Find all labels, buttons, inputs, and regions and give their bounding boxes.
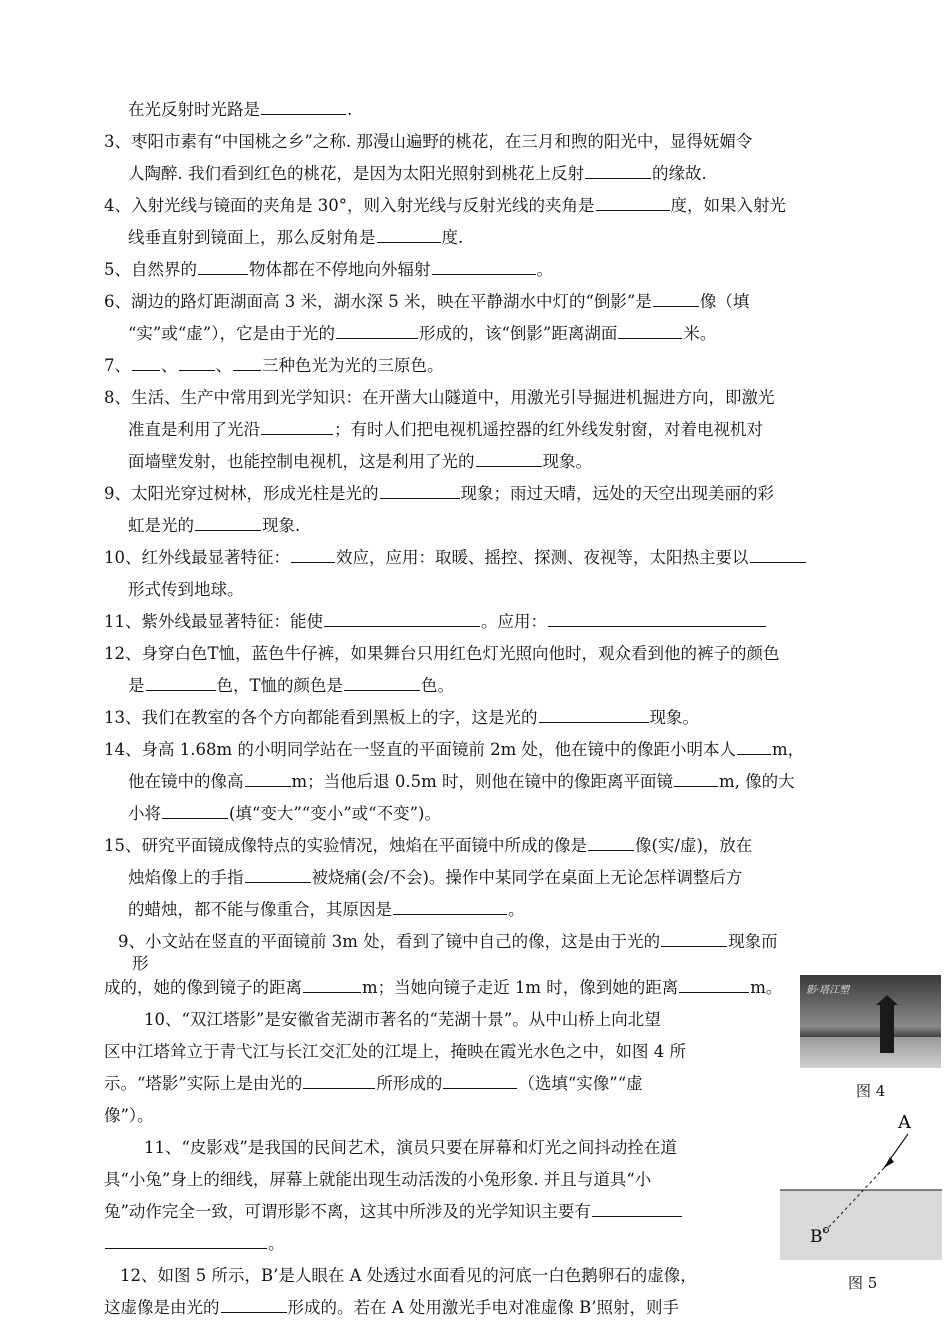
line-text: 现象；雨过天晴，远处的天空出现美丽的彩 xyxy=(460,484,774,503)
answer-blank xyxy=(291,546,335,563)
line-text: m, 像的大 xyxy=(719,772,795,791)
text-line xyxy=(104,386,775,410)
text-line xyxy=(128,226,463,250)
line-text: “实”或“虚”），它是由于光的 xyxy=(128,324,335,343)
text-line xyxy=(104,130,752,154)
line-text: 形成的，该“倒影”距离湖面 xyxy=(419,324,618,343)
line-text: (填“变大”“变小”或“不变”)。 xyxy=(229,804,441,823)
line-text: 在光反射时光路是 xyxy=(128,100,260,119)
text-line xyxy=(128,578,244,602)
line-text: 7、 xyxy=(104,356,131,375)
line-text: 他在镜中的像高 xyxy=(128,772,244,791)
answer-blank xyxy=(233,354,261,371)
line-text: 色，T恤的颜色是 xyxy=(216,676,344,695)
photo-water xyxy=(800,1037,941,1068)
answer-blank xyxy=(221,1296,287,1313)
answer-blank xyxy=(162,802,228,819)
line-text: 现象。 xyxy=(649,708,699,727)
line-text: 三种色光为光的三原色。 xyxy=(262,356,444,375)
text-line xyxy=(128,98,352,122)
line-text: 线垂直射到镜面上，那么反射角是 xyxy=(128,228,376,247)
text-line xyxy=(104,642,780,666)
text-line xyxy=(104,976,782,1000)
answer-blank xyxy=(179,354,215,371)
text-line xyxy=(128,450,592,474)
line-text: 准直是利用了光沿 xyxy=(128,420,260,439)
answer-blank xyxy=(661,930,727,947)
water-region xyxy=(780,1190,942,1260)
answer-blank xyxy=(737,738,771,755)
text-line xyxy=(104,290,749,314)
answer-blank xyxy=(261,98,346,115)
text-line xyxy=(128,418,763,442)
answer-blank xyxy=(592,1200,682,1217)
text-line xyxy=(128,162,707,186)
line-text: 米。 xyxy=(683,324,717,343)
line-text: 9、太阳光穿过树林，形成光柱是光的 xyxy=(104,484,379,503)
line-text: 成的，她的像到镜子的距离 xyxy=(104,978,302,997)
line-text: 所形成的 xyxy=(376,1074,443,1093)
line-text: 示。“塔影”实际上是由光的 xyxy=(104,1074,303,1093)
text-line xyxy=(104,706,699,730)
answer-blank xyxy=(548,610,766,627)
answer-blank xyxy=(539,706,649,723)
answer-blank xyxy=(476,450,542,467)
text-line xyxy=(104,546,807,570)
line-text: （选填“实像”“虚 xyxy=(518,1074,643,1093)
line-text: 度，如果入射光 xyxy=(670,196,786,215)
figure-5-diagram xyxy=(780,1110,942,1260)
answer-blank xyxy=(618,322,682,339)
answer-blank xyxy=(750,546,806,563)
line-text: 12、身穿白色T恤，蓝色牛仔裤，如果舞台只用红色灯光照向他时，观众看到他的裤子的颜色 xyxy=(104,644,780,663)
line-text: 15、研究平面镜成像特点的实验情况，烛焰在平面镜中所成的像是 xyxy=(104,836,587,855)
line-text: 4、入射光线与镜面的夹角是 30°，则入射光线与反射光线的夹角是 xyxy=(104,196,595,215)
answer-blank xyxy=(679,976,749,993)
text-line xyxy=(104,1168,651,1192)
line-text: 、 xyxy=(215,356,232,375)
answer-blank xyxy=(324,610,480,627)
line-text: m， xyxy=(772,740,805,759)
line-text: 11、紫外线最显著特征：能使 xyxy=(104,612,323,631)
line-text: 像(实/虚)，放在 xyxy=(635,836,753,855)
line-text: 13、我们在教室的各个方向都能看到黑板上的字，这是光的 xyxy=(104,708,538,727)
line-text: m。 xyxy=(750,978,783,997)
figure-4-caption: 图 4 xyxy=(856,1082,886,1100)
line-text: m；当她向镜子走近 1m 时，像到她的距离 xyxy=(362,978,679,997)
answer-blank xyxy=(195,514,261,531)
answer-blank xyxy=(146,674,216,691)
answer-blank xyxy=(303,1072,375,1089)
line-text: 人陶醉. 我们看到红色的桃花，是因为太阳光照射到桃花上反射 xyxy=(128,164,584,183)
text-line xyxy=(128,770,795,794)
text-line xyxy=(104,1200,683,1224)
text-line xyxy=(104,610,767,634)
line-text: . xyxy=(347,100,353,119)
line-text: 物体都在不停地向外辐射 xyxy=(249,260,431,279)
line-text: 的蜡烛，都不能与像重合，其原因是 xyxy=(128,900,392,919)
answer-blank xyxy=(596,194,670,211)
line-text: 的缘故. xyxy=(652,164,707,183)
answer-blank xyxy=(443,1072,517,1089)
text-line xyxy=(120,1264,697,1288)
figure-5-caption: 图 5 xyxy=(848,1274,878,1292)
line-text: 现象而 xyxy=(728,932,778,951)
line-text: 12、如图 5 所示，B’是人眼在 A 处透过水面看见的河底一白色鹅卵石的虚像， xyxy=(120,1266,697,1285)
text-line xyxy=(104,194,786,218)
line-text: 现象. xyxy=(262,516,301,535)
line-text: 14、身高 1.68m 的小明同学站在一竖直的平面镜前 2m 处，他在镜中的像距小明本人 xyxy=(104,740,737,759)
answer-blank xyxy=(336,322,418,339)
line-text: 区中江塔耸立于青弋江与长江交汇处的江堤上，掩映在霞光水色之中，如图 4 所 xyxy=(104,1042,686,1061)
line-text: 兔”动作完全一致，可谓形影不离，这其中所涉及的光学知识主要有 xyxy=(104,1202,591,1221)
line-text: 是 xyxy=(128,676,145,695)
line-text: 具“小兔”身上的细线，屏幕上就能出现生动活泼的小兔形象. 并且与道具“小 xyxy=(104,1170,652,1189)
line-text: 效应，应用：取暖、摇控、探测、夜视等，太阳热主要以 xyxy=(336,548,749,567)
answer-blank xyxy=(432,258,536,275)
line-text: 面墙壁发射，也能控制电视机，这是利用了光的 xyxy=(128,452,475,471)
line-text: 形成的。若在 A 处用激光手电对准虚像 B’照射，则手 xyxy=(287,1298,680,1317)
line-text: 形 xyxy=(132,954,149,973)
line-text: 5、自然界的 xyxy=(104,260,197,279)
line-text: 、 xyxy=(161,356,178,375)
text-line xyxy=(128,866,742,890)
answer-blank xyxy=(377,226,441,243)
line-text: 。 xyxy=(508,900,525,919)
line-text: 3、枣阳市素有“中国桃之乡”之称. 那漫山遍野的桃花，在三月和煦的阳光中，显得妩媚令 xyxy=(104,132,753,151)
line-text: ；有时人们把电视机遥控器的红外线发射窗，对着电视机对 xyxy=(334,420,763,439)
label-b: B′ xyxy=(810,1227,827,1247)
text-line xyxy=(104,482,774,506)
line-text: 10、红外线最显著特征： xyxy=(104,548,290,567)
text-line xyxy=(144,1136,677,1160)
answer-blank xyxy=(380,482,460,499)
text-line xyxy=(128,802,441,826)
line-text: 。 xyxy=(268,1234,285,1253)
text-line xyxy=(104,1104,154,1128)
text-line xyxy=(128,322,716,346)
answer-blank xyxy=(393,898,507,915)
text-line xyxy=(132,952,149,976)
answer-blank xyxy=(245,866,311,883)
text-line xyxy=(104,738,804,762)
text-line xyxy=(144,1008,661,1032)
line-text: 被烧痛(会/不会)。操作中某同学在桌面上无论怎样调整后方 xyxy=(311,868,743,887)
text-line xyxy=(128,674,454,698)
pagoda-icon xyxy=(880,1005,894,1053)
text-line xyxy=(104,1232,285,1256)
line-text: 形式传到地球。 xyxy=(128,580,244,599)
text-line xyxy=(104,258,553,282)
answer-blank xyxy=(198,258,248,275)
line-text: 11、“皮影戏”是我国的民间艺术，演员只要在屏幕和灯光之间抖动拴在道 xyxy=(144,1138,677,1157)
line-text: 小将 xyxy=(128,804,161,823)
line-text: 现象。 xyxy=(542,452,592,471)
text-line xyxy=(104,1296,679,1320)
answer-blank xyxy=(344,674,420,691)
figure-4-photo xyxy=(800,975,941,1068)
label-a: A xyxy=(898,1112,911,1133)
answer-blank xyxy=(653,290,699,307)
line-text: 像（填 xyxy=(699,292,750,311)
line-text: 烛焰像上的手指 xyxy=(128,868,244,887)
line-text: 色。 xyxy=(421,676,455,695)
line-text: m；当他后退 0.5m 时，则他在镜中的像距离平面镜 xyxy=(291,772,674,791)
line-text: 。应用： xyxy=(481,612,547,631)
text-line xyxy=(104,1072,643,1096)
text-line xyxy=(118,930,778,954)
line-text: 8、生活、生产中常用到光学知识：在开凿大山隧道中，用激光引导掘进机掘进方向，即激光 xyxy=(104,388,775,407)
line-text: 像”）。 xyxy=(104,1106,154,1125)
line-text: 6、湖边的路灯距湖面高 3 米，湖水深 5 米，映在平静湖水中灯的“倒影”是 xyxy=(104,292,652,311)
line-text: 虹是光的 xyxy=(128,516,194,535)
photo-caption-text: 影·塔江塑 xyxy=(806,985,850,996)
answer-blank xyxy=(261,418,333,435)
answer-blank xyxy=(585,162,651,179)
line-text: 9、小文站在竖直的平面镜前 3m 处，看到了镜中自己的像，这是由于光的 xyxy=(118,932,661,951)
line-text: 这虚像是由光的 xyxy=(104,1298,220,1317)
text-line xyxy=(104,354,444,378)
text-line xyxy=(104,1040,686,1064)
answer-blank xyxy=(132,354,160,371)
answer-blank xyxy=(245,770,291,787)
text-line xyxy=(104,834,752,858)
line-text: 度. xyxy=(441,228,464,247)
text-line xyxy=(128,514,300,538)
line-text: 。 xyxy=(536,260,553,279)
answer-blank xyxy=(303,976,361,993)
ray-arrowhead-icon xyxy=(884,1157,894,1168)
answer-blank xyxy=(105,1232,267,1249)
text-line xyxy=(128,898,525,922)
answer-blank xyxy=(674,770,718,787)
line-text: 10、“双江塔影”是安徽省芜湖市著名的“芜湖十景”。从中山桥上向北望 xyxy=(144,1010,661,1029)
answer-blank xyxy=(588,834,634,851)
